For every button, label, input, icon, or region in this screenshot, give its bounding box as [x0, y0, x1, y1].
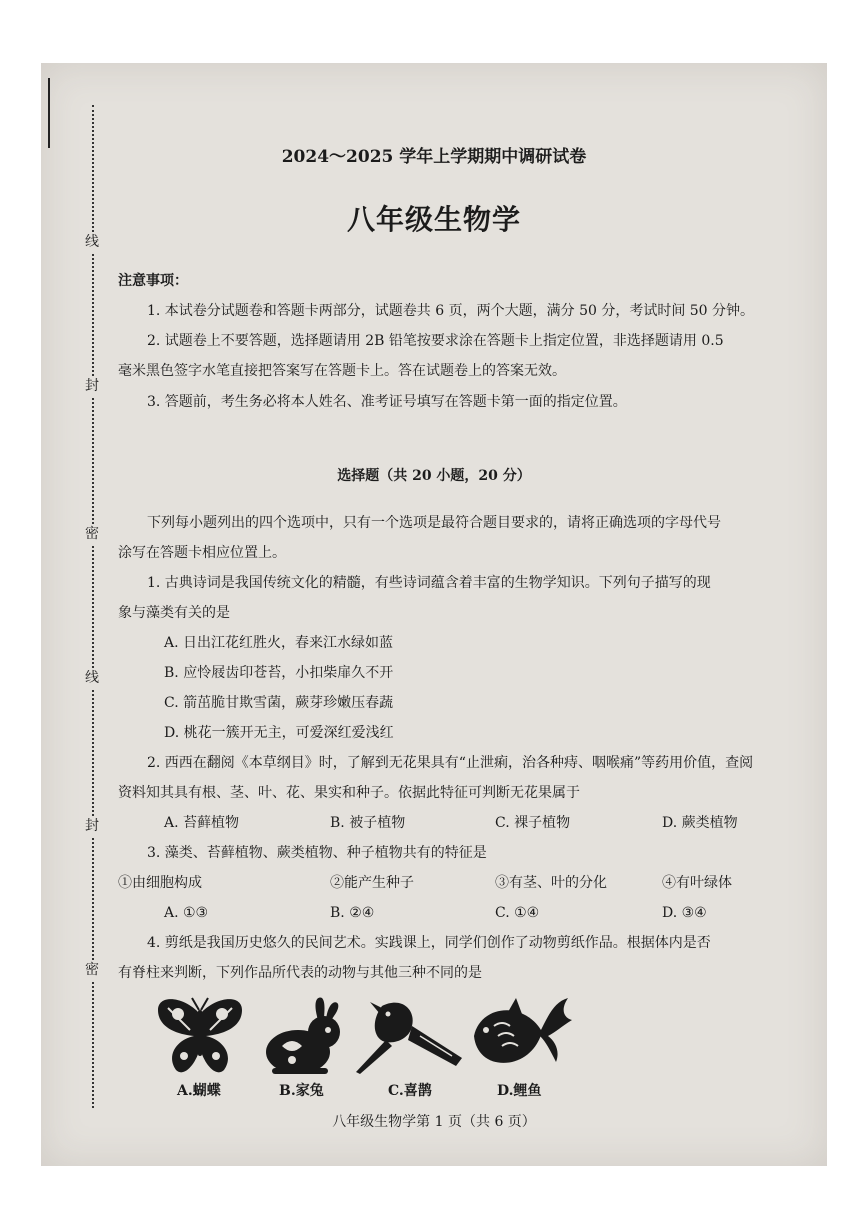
rabbit-papercut-image	[262, 996, 348, 1078]
notice-item: 3. 答题前，考生务必将本人姓名、准考证号填写在答题卡第一面的指定位置。	[147, 394, 627, 410]
binding-label: 密	[82, 960, 102, 980]
section-instruction-continuation: 涂写在答题卡相应位置上。	[118, 545, 286, 561]
binding-label: 密	[82, 524, 102, 544]
binding-label: 封	[82, 816, 102, 836]
question-3-feature: ③有茎、叶的分化	[495, 875, 607, 891]
exam-subtitle: 2024～2025 学年上学期期中调研试卷	[281, 147, 587, 167]
question-4-caption-c: C.喜鹊	[388, 1083, 432, 1099]
question-2-option-a: A. 苔藓植物	[164, 815, 240, 831]
question-2-option-c: C. 裸子植物	[495, 815, 571, 831]
question-1-option-d: D. 桃花一簇开无主，可爱深红爱浅红	[164, 725, 394, 741]
question-3-feature: ②能产生种子	[330, 875, 414, 891]
question-1-stem-continuation: 象与藻类有关的是	[118, 605, 230, 621]
question-3-feature: ④有叶绿体	[662, 875, 732, 891]
question-1-stem: 1. 古典诗词是我国传统文化的精髓，有些诗词蕴含着丰富的生物学知识。下列句子描写的现	[147, 575, 711, 591]
question-2-option-b: B. 被子植物	[330, 815, 406, 831]
binding-line	[92, 105, 94, 1108]
question-3-feature: ①由细胞构成	[118, 875, 202, 891]
question-2-stem: 2. 西西在翻阅《本草纲目》时，了解到无花果具有“止泄痢，治各种痔、咽喉痛”等药用价值，查阅	[147, 755, 754, 771]
page-title: 八年级生物学	[346, 203, 521, 236]
magpie-papercut-image	[352, 996, 464, 1078]
question-3-option-d: D. ③④	[662, 905, 707, 921]
notice-item-continuation: 毫米黑色签字水笔直接把答案写在答题卡上。答在试题卷上的答案无效。	[118, 363, 566, 379]
question-3-option-a: A. ①③	[164, 905, 209, 921]
question-3-stem: 3. 藻类、苔藓植物、蕨类植物、种子植物共有的特征是	[147, 845, 487, 861]
question-2-stem-continuation: 资料知其具有根、茎、叶、花、果实和种子。依据此特征可判断无花果属于	[118, 785, 580, 801]
question-2-option-d: D. 蕨类植物	[662, 815, 738, 831]
butterfly-papercut-image	[154, 996, 246, 1078]
question-4-caption-b: B.家兔	[279, 1083, 324, 1099]
notice-item: 2. 试题卷上不要答题，选择题请用 2B 铅笔按要求涂在答题卡上指定位置，非选择题请用 0.5	[147, 333, 724, 349]
question-4-stem: 4. 剪纸是我国历史悠久的民间艺术。实践课上，同学们创作了动物剪纸作品。根据体内是否	[147, 935, 711, 951]
question-4-stem-continuation: 有脊柱来判断，下列作品所代表的动物与其他三种不同的是	[118, 965, 482, 981]
carp-papercut-image	[468, 996, 574, 1078]
section-heading: 选择题（共 20 小题，20 分）	[337, 468, 531, 484]
scan-edge-mark	[48, 78, 50, 148]
notice-item: 1. 本试卷分试题卷和答题卡两部分，试题卷共 6 页，两个大题，满分 50 分，考试时间 50 分钟。	[147, 303, 755, 319]
question-4-caption-a: A.蝴蝶	[177, 1083, 221, 1099]
question-1-option-b: B. 应怜屐齿印苍苔，小扣柴扉久不开	[164, 665, 394, 681]
section-instruction: 下列每小题列出的四个选项中，只有一个选项是最符合题目要求的，请将正确选项的字母代号	[147, 515, 721, 531]
binding-label: 线	[82, 668, 102, 688]
binding-label: 封	[82, 376, 102, 396]
page-footer: 八年级生物学第 1 页（共 6 页）	[332, 1114, 536, 1130]
question-3-option-b: B. ②④	[330, 905, 375, 921]
notice-heading: 注意事项：	[118, 273, 188, 289]
binding-label: 线	[82, 232, 102, 252]
question-3-option-c: C. ①④	[495, 905, 540, 921]
question-1-option-c: C. 箭茁脆甘欺雪菌，蕨芽珍嫩压春蔬	[164, 695, 394, 711]
question-1-option-a: A. 日出江花红胜火，春来江水绿如蓝	[164, 635, 394, 651]
question-4-caption-d: D.鲤鱼	[497, 1083, 542, 1099]
